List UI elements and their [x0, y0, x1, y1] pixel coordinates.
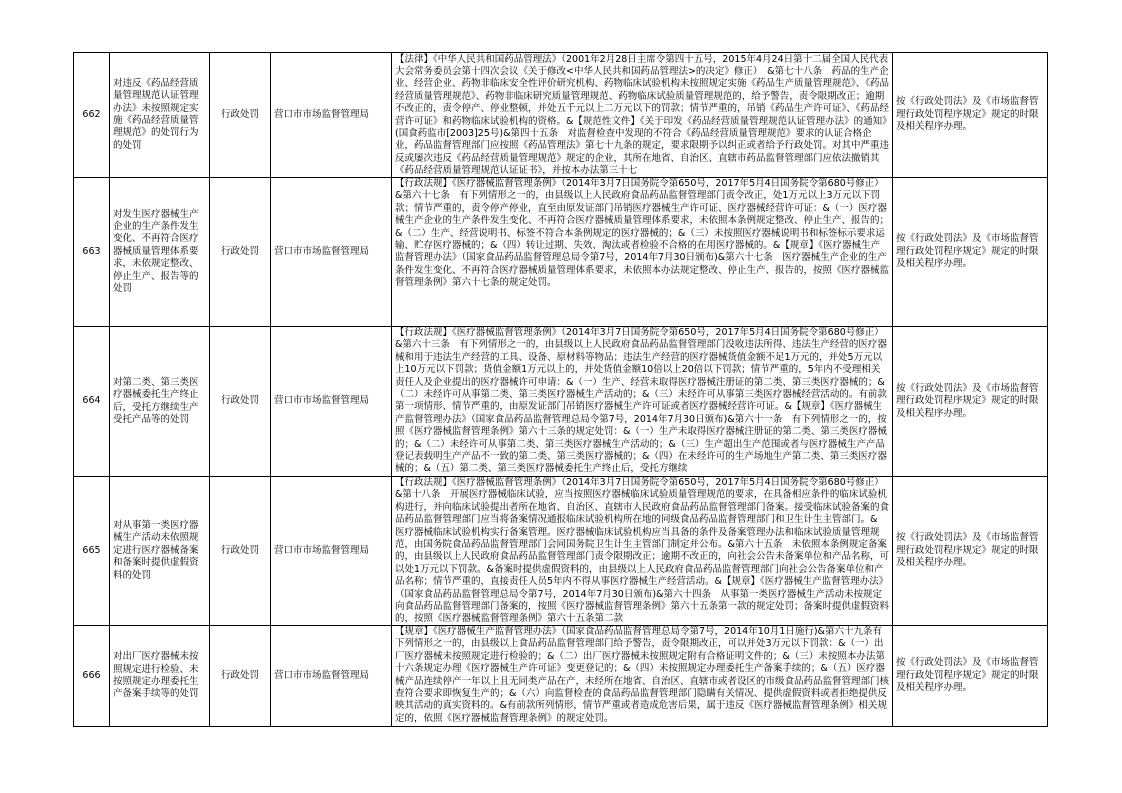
legal-basis-text: 【法律】《中华人民共和国药品管理法》（2001年2月28日主席令第四十五号，2015年4月24日第十二届全国人民代表大会常务委员会第十四次会议《关于修改<中华人民共和国药品管理法>的决定》修正） &第七十八条 药品的生产企业、经营企业、药物非临床安全性评价研究机构、药物临床试验机构未按照规定实施《药品生产质量管理规范》、《药品经营质量管理规范》、药物非临床研究质量管理规范、药物临床试验质量管理规范的，给予警告，责令限期改正；逾期不改正的，责令停产、停业整顿，并处五千元以上二万元以下的罚款；情节严重的，吊销《药品生产许可证》、《药品经营许可证》和药物临床试验机构的资格。&【规范性文件】《关于印发《药品经营质量管理规范认证管理办法》的通知》(国食药监市[2003]25号)&第四十五条 对监督检查中发现的不符合《药品经营质量管理规范》要求的认证合格企业，药品监督管理部门应按照《药品管理法》第七十九条的规定，要求限期予以纠正或者给予行政处罚。对其中严重违反或屡次违反《药品经营质量管理规范》规定的企业，其所在地省、自治区、直辖市药品监督管理部门应依法撤销其《药品经营质量管理规范认证证书》，并按本办法第三十七 — [395, 53, 890, 177]
procedure-note: 按《行政处罚法》及《市场监督管理行政处罚程序规定》规定的时限及相关程序办理。 — [893, 327, 1048, 477]
legal-basis-text: 【行政法规】《医疗器械监督管理条例》（2014年3月7日国务院令第650号，2017年5月4日国务院令第680号修正）&第六十三条 有下列情形之一的，由县级以上人民政府食品药品监督管理部门没收违法所得、违法生产经营的医疗器械和用于违法生产经营的工具、设备、原材料等物品；违法生产经营的医疗器械货值金额不足1万元的，并处5万元以上10万元以下罚款；货值金额1万元以上的，并处货值金额10倍以上20倍以下罚款；情节严重的，5年内不受理相关责任人及企业提出的医疗器械许可申请：&（一）生产、经营未取得医疗器械注册证的第二类、第三类医疗器械的；&（二）未经许可从事第二类、第三类医疗器械生产活动的；&（三）未经许可从事第三类医疗器械经营活动的。有前款第一项情形、情节严重的，由原发证部门吊销医疗器械生产许可证或者医疗器械经营许可证。&【规章】《医疗器械生产监督管理办法》（国家食品药品监督管理总局令第7号，2014年7月30日颁布)&第六十一条 有下列情形之一的，按照《医疗器械监督管理条例》第六十三条的规定处罚：&（一）生产未取得医疗器械注册证的第二类、第三类医疗器械的；&（二）未经许可从事第二类、第三类医疗器械生产活动的；&（三）生产超出生产范围或者与医疗器械生产产品登记表载明生产产品不一致的第二类、第三类医疗器械的；&（四）在未经许可的生产场地生产第二类、第三类医疗器械的；&（五）第二类、第三类医疗器械委托生产终止后，受托方继续 — [395, 327, 887, 475]
procedure-note: 按《行政处罚法》及《市场监督管理行政处罚程序规定》规定的时限及相关程序办理。 — [893, 178, 1048, 327]
item-name: 对违反《药品经营质量管理规范认证管理办法》未按照规定实施《药品经营质量管理规范》的处罚行为的处罚 — [110, 53, 210, 178]
legal-basis-cell — [392, 327, 893, 477]
row-number: 662 — [74, 53, 110, 178]
table-row — [74, 626, 1048, 727]
procedure-note: 按《行政处罚法》及《市场监督管理行政处罚程序规定》规定的时限及相关程序办理。 — [893, 626, 1048, 727]
table-row — [74, 477, 1048, 626]
legal-basis-text: 【规章】《医疗器械生产监督管理办法》（国家食品药品监督管理总局令第7号，2014年10月1日施行)&第六十九条有下列情形之一的，由县级以上食品药品监督管理部门给予警告，责令限期改正，可以并处3万元以下罚款：&（一）出厂医疗器械未按照规定进行检验的；&（二）出厂医疗器械未按照规定附有合格证明文件的；&（三）未按照本办法第十六条规定办理《医疗器械生产许可证》变更登记的；&（四）未按照规定办理委托生产备案手续的；&（五）医疗器械产品连续停产一年以上且无同类产品在产，未经所在地省、自治区、直辖市或者设区的市级食品药品监督管理部门核查符合要求即恢复生产的；&（六）向监督检查的食品药品监督管理部门隐瞒有关情况、提供虚假资料或者拒绝提供反映其活动的真实资料的。&有前款所列情形，情节严重或者造成危害后果，属于违反《医疗器械监督管理条例》相关规定的，依照《医疗器械监督管理条例》的规定处罚。 — [395, 626, 890, 724]
implementing-agency: 营口市市场监督管理局 — [271, 626, 392, 727]
implementing-agency: 营口市市场监督管理局 — [271, 327, 392, 477]
power-type: 行政处罚 — [210, 53, 271, 178]
item-name: 对出厂医疗器械未按照规定进行检验、未按照规定办理委托生产备案手续等的处罚 — [110, 626, 210, 727]
row-number: 663 — [74, 178, 110, 327]
power-type: 行政处罚 — [210, 327, 271, 477]
legal-basis-cell — [392, 178, 893, 327]
implementing-agency: 营口市市场监督管理局 — [271, 477, 392, 626]
power-type: 行政处罚 — [210, 477, 271, 626]
power-type: 行政处罚 — [210, 178, 271, 327]
table-row — [74, 327, 1048, 477]
legal-basis-text: 【行政法规】《医疗器械监督管理条例》（2014年3月7日国务院令第650号，2017年5月4日国务院令第680号修正）&第十八条 开展医疗器械临床试验，应当按照医疗器械临床试验质量管理规范的要求，在具备相应条件的临床试验机构进行，并向临床试验提出者所在地省、自治区、直辖市人民政府食品药品监督管理部门备案。接受临床试验备案的食品药品监督管理部门应当将备案情况通报临床试验机构所在地的同级食品药品监督管理部门和卫生计生主管部门。& 医疗器械临床试验机构实行备案管理。医疗器械临床试验机构应当具备的条件及备案管理办法和临床试验质量管理规范，由国务院食品药品监督管理部门会同国务院卫生计生主管部门制定并公布。&第六十五条 未依照本条例规定备案的，由县级以上人民政府食品药品监督管理部门责令限期改正；逾期不改正的，向社会公告未备案单位和产品名称，可以处1万元以下罚款。&备案时提供虚假资料的，由县级以上人民政府食品药品监督管理部门向社会公告备案单位和产品名称；情节严重的，直接责任人员5年内不得从事医疗器械生产经营活动。&【规章】《医疗器械生产监督管理办法》（国家食品药品监督管理总局令第7号，2014年7月30日颁布)&第六十四条 从事第一类医疗器械生产活动未按规定向食品药品监督管理部门备案的，按照《医疗器械监督管理条例》第六十五条第一款的规定处罚；备案时提供虚假资料的，按照《医疗器械监督管理条例》第六十五条第二款 — [395, 477, 897, 625]
row-number: 666 — [74, 626, 110, 727]
row-number: 665 — [74, 477, 110, 626]
legal-basis-cell — [392, 53, 893, 178]
item-name: 对从事第一类医疗器械生产活动未依照规定进行医疗器械备案和备案时提供虚假资料的处罚 — [110, 477, 210, 626]
item-name: 对发生医疗器械生产企业的生产条件发生变化、不再符合医疗器械质量管理体系要求，未依规定整改、停止生产、报告等的处罚 — [110, 178, 210, 327]
legal-basis-text: 【行政法规】《医疗器械监督管理条例》（2014年3月7日国务院令第650号，2017年5月4日国务院令第680号修正）&第六十七条 有下列情形之一的，由县级以上人民政府食品药品监督管理部门责令改正，处1万元以上3万元以下罚款；情节严重的，责令停产停业，直至由原发证部门吊销医疗器械生产许可证、医疗器械经营许可证：&（一）医疗器械生产企业的生产条件发生变化、不再符合医疗器械质量管理体系要求，未依照本条例规定整改、停止生产、报告的；&（二）生产、经营说明书、标签不符合本条例规定的医疗器械的；&（三）未按照医疗器械说明书和标签标示要求运输、贮存医疗器械的；&（四）转让过期、失效、淘汰或者检验不合格的在用医疗器械的。&【规章】《医疗器械生产监督管理办法》（国家食品药品监督管理总局令第7号，2014年7月30日颁布)&第六十七条 医疗器械生产企业的生产条件发生变化、不再符合医疗器械质量管理体系要求，未依照本办法规定整改、停止生产、报告的，按照《医疗器械监督管理条例》第六十七条的规定处罚。 — [395, 178, 890, 289]
procedure-note: 按《行政处罚法》及《市场监督管理行政处罚程序规定》规定的时限及相关程序办理。 — [893, 53, 1048, 178]
legal-basis-cell — [392, 477, 897, 626]
power-type: 行政处罚 — [210, 626, 271, 727]
procedure-note: 按《行政处罚法》及《市场监督管理行政处罚程序规定》规定的时限及相关程序办理。 — [893, 477, 1048, 626]
table-row — [74, 178, 1048, 327]
table-row — [74, 53, 1048, 178]
item-name: 对第二类、第三类医疗器械委托生产终止后，受托方继续生产受托产品等的处罚 — [110, 327, 210, 477]
implementing-agency: 营口市市场监督管理局 — [271, 53, 392, 178]
power-list-table — [73, 52, 1048, 727]
legal-basis-cell — [392, 626, 893, 727]
row-number: 664 — [74, 327, 110, 477]
implementing-agency: 营口市市场监督管理局 — [271, 178, 392, 327]
